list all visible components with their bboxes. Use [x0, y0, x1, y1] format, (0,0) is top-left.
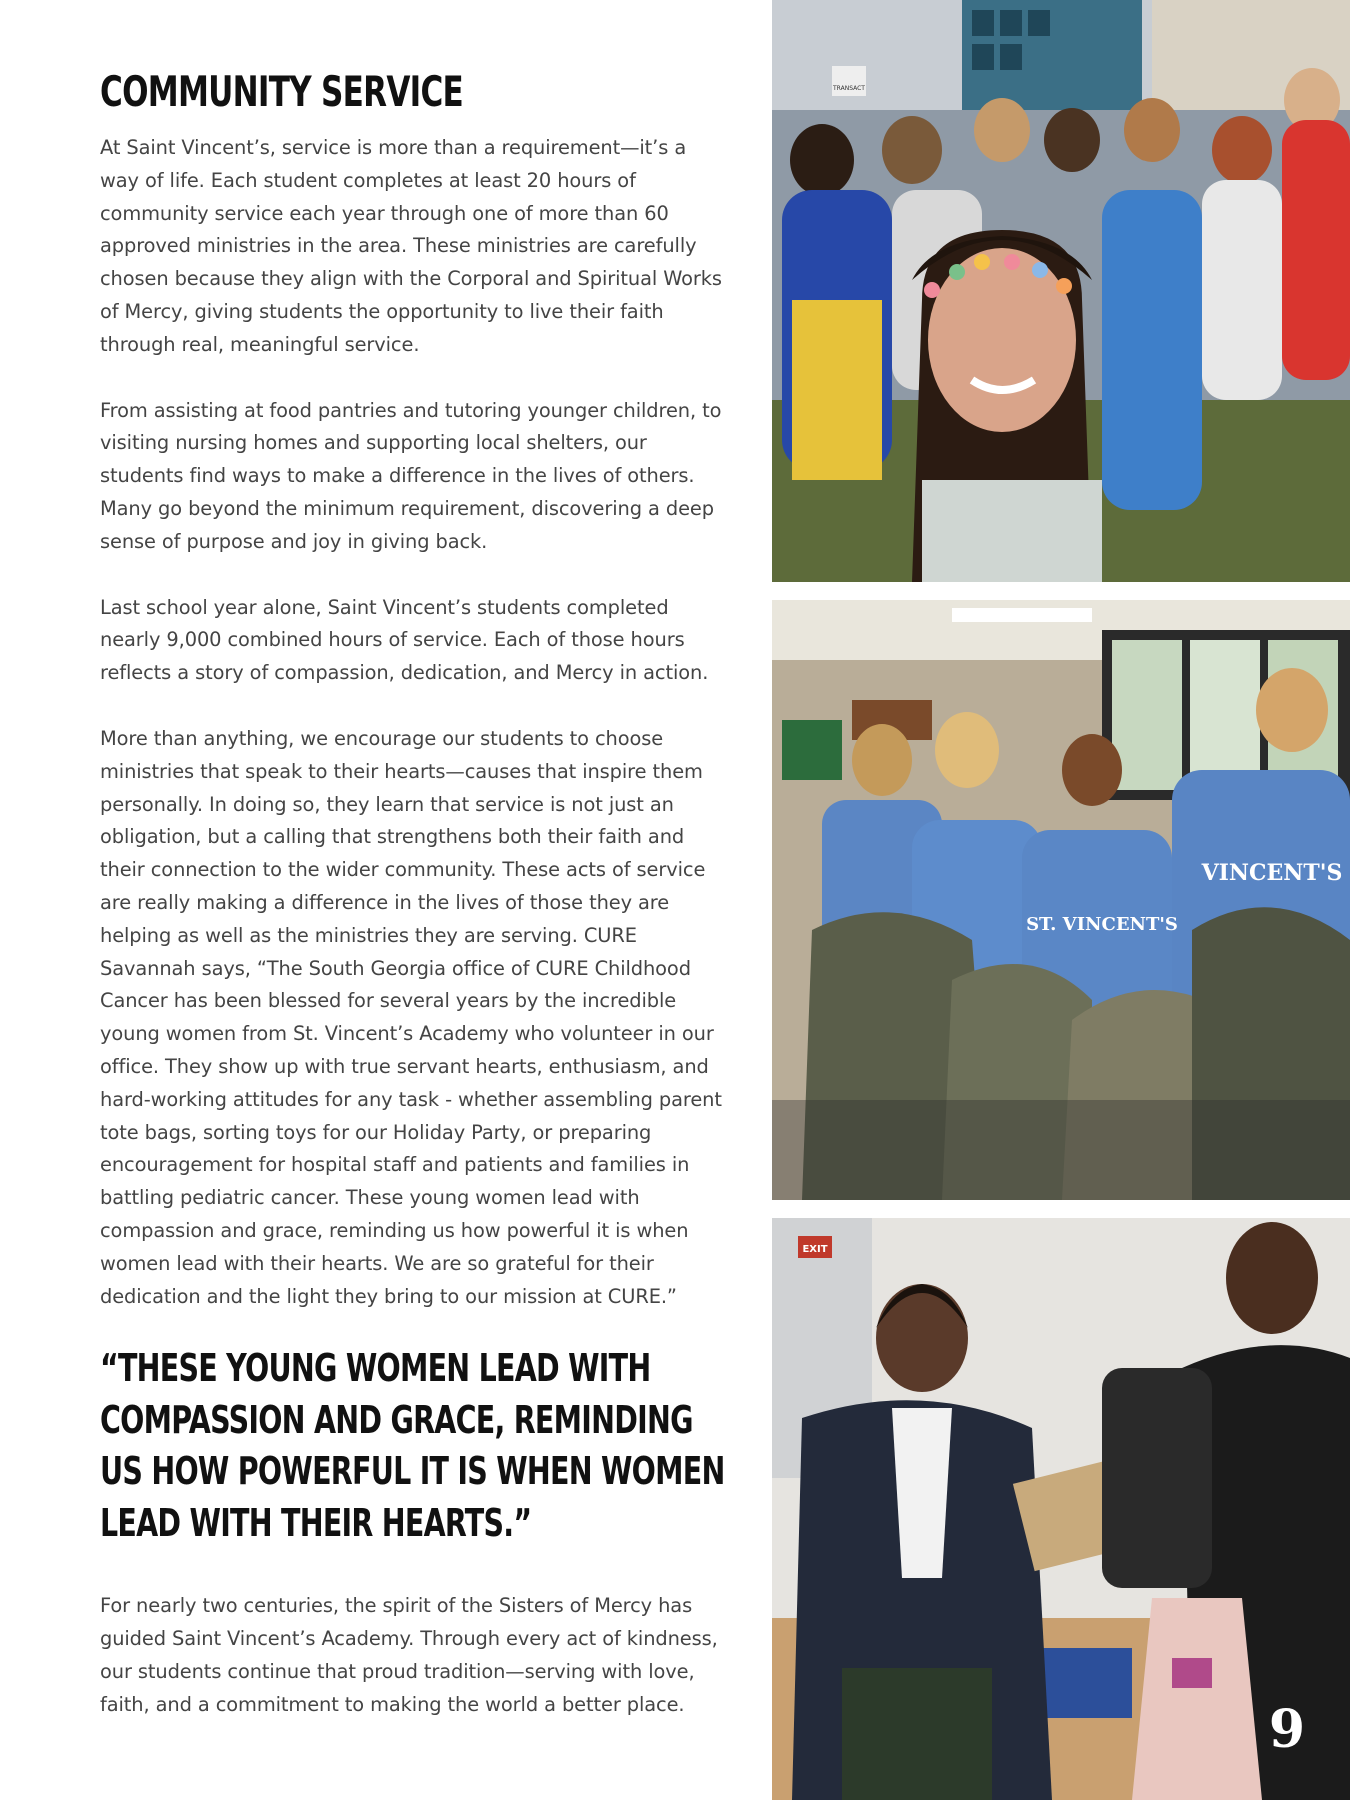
exit-sign-text: EXIT — [802, 1244, 828, 1255]
costume-group-selfie-photo — [772, 0, 1350, 582]
section-title: COMMUNITY SERVICE — [100, 67, 464, 116]
body-paragraph: More than anything, we encourage our students to choose ministries that speak to their hearts—causes that inspire them personally. In doing so, they learn that service is not just an obligation, but a calling that strengthens both their faith and their connection to the wider community. These acts of service are really making a difference in the lives of those they are helping as well as the ministries they are serving. CURE Savannah says, “The South Georgia office of CURE Childhood Cancer has been blessed for several years by the incredible young women from St. Vincent’s Academy who volunteer in our office. They show up with true servant hearts, enthusiasm, and hard-working attitudes for any task - whether assembling parent tote bags, sorting toys for our Holiday Party, or preparing encouragement for hospital staff and patients and families in battling pediatric cancer. These young women lead with compassion and grace, reminding us how powerful it is when women lead with their hearts. We are so grateful for their dedication and the light they bring to our mission at CURE.” — [100, 726, 722, 1308]
article-column — [100, 64, 730, 1721]
page-number: 9 — [1268, 1699, 1306, 1760]
pull-quote: “THESE YOUNG WOMEN LEAD WITH COMPASSION AND GRACE, REMINDING US HOW POWERFUL IT IS WHEN WOMEN LEAD WITH THEIR HEARTS.” — [100, 1346, 725, 1545]
body-paragraph: For nearly two centuries, the spirit of the Sisters of Mercy has guided Saint Vincent’s Academy. Through every act of kindness, our students continue that proud tradition—serving with love, faith, and a commitment to making the world a better place. — [100, 1594, 718, 1716]
costume-group-selfie-illustration — [772, 0, 1350, 582]
shirt-text-right: VINCENT'S — [1201, 860, 1343, 886]
body-paragraph: At Saint Vincent’s, service is more than a requirement—it’s a way of life. Each student completes at least 20 hours of community service each year through one of more than 60 approved ministries in the area. These ministries are carefully chosen because they align with the Corporal and Spiritual Works of Mercy, giving students the opportunity to live their faith through real, meaningful service. — [100, 136, 722, 356]
students-with-backpacks-photo — [772, 600, 1350, 1200]
students-with-backpacks-illustration — [772, 600, 1350, 1200]
body-paragraph: Last school year alone, Saint Vincent’s students completed nearly 9,000 combined hours of service. Each of those hours reflects a story of compassion, dedication, and Mercy in action. — [100, 595, 709, 685]
shirt-text-left: ST. VINCENT'S — [1026, 914, 1178, 935]
building-sign-text: TRANSACT — [833, 85, 865, 92]
body-paragraph: From assisting at food pantries and tutoring younger children, to visiting nursing homes and supporting local shelters, our students find ways to make a difference in the lives of others. Many go beyond the minimum requirement, discovering a deep sense of purpose and joy in giving back. — [100, 398, 722, 553]
